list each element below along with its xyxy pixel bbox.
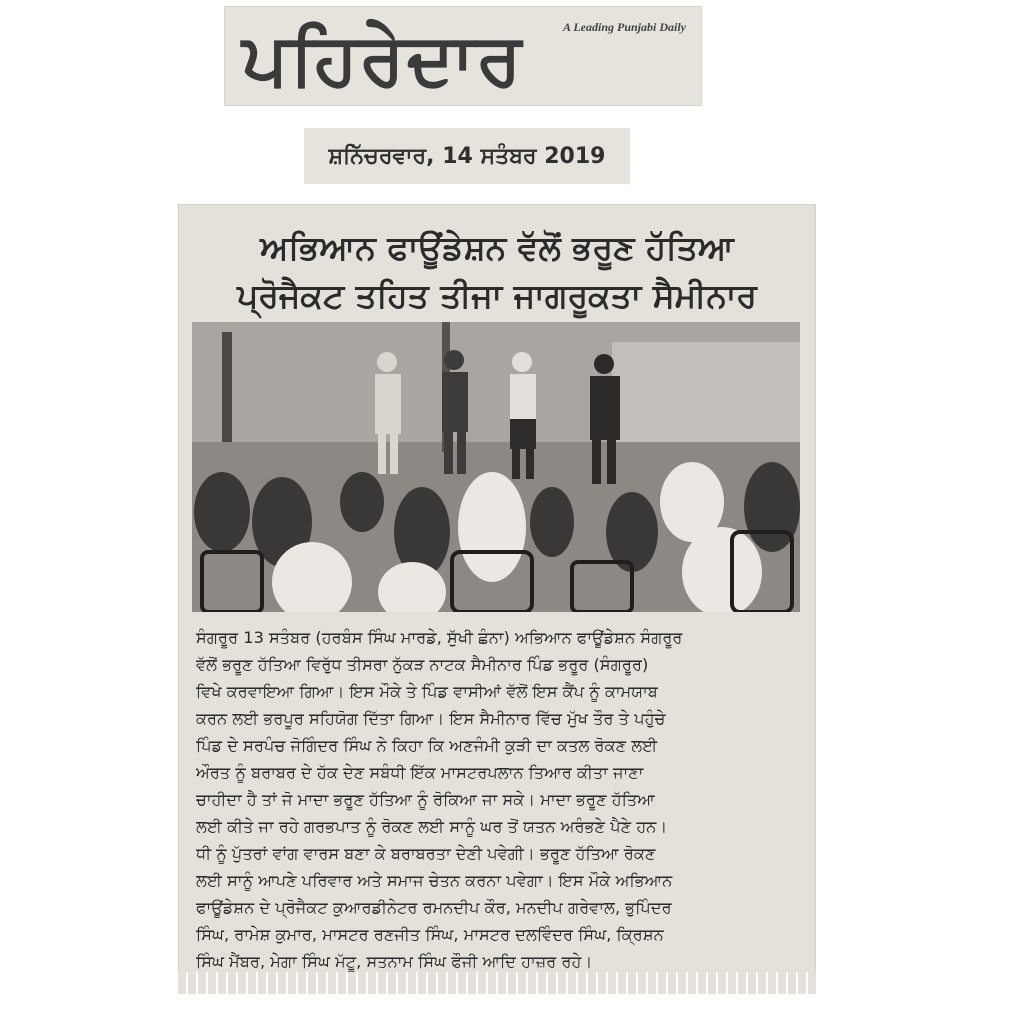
publication-date: ਸ਼ਨਿੱਚਰਵਾਰ, 14 ਸਤੰਬਰ 2019 xyxy=(328,143,606,169)
torn-paper-edge xyxy=(178,972,816,994)
newspaper-tagline: A Leading Punjabi Daily xyxy=(562,20,686,34)
body-line: ਸਿੰਘ ਮੈਂਬਰ, ਮੇਗਾ ਸਿੰਘ ਮੱਟੂ, ਸਤਨਾਮ ਸਿੰਘ ਫੌਜੀ ਆਦਿ ਹਾਜ਼ਰ ਰਹੇ। xyxy=(196,952,593,971)
body-line: ਸੰਗਰੂਰ 13 ਸਤੰਬਰ (ਹਰਬੰਸ ਸਿੰਘ ਮਾਰਡੇ, ਸੁੱਖੀ ਛੰਨਾ) ਅਭਿਆਨ ਫਾਊਂਡੇਸ਼ਨ ਸੰਗਰੂਰ xyxy=(196,628,683,647)
article-clipping xyxy=(178,204,816,994)
body-line: ਚਾਹੀਦਾ ਹੈ ਤਾਂ ਜੋ ਮਾਦਾ ਭਰੂਣ ਹੱਤਿਆ ਨੂੰ ਰੋਕਿਆ ਜਾ ਸਕੇ। ਮਾਦਾ ਭਰੂਣ ਹੱਤਿਆ xyxy=(196,790,655,809)
body-line: ਸਿੰਘ, ਰਾਮੇਸ਼ ਕੁਮਾਰ, ਮਾਸਟਰ ਰਣਜੀਤ ਸਿੰਘ, ਮਾਸਟਰ ਦਲਵਿੰਦਰ ਸਿੰਘ, ਕ੍ਰਿਸ਼ਨ xyxy=(196,925,664,944)
body-line: ਫਾਊਂਡੇਸ਼ਨ ਦੇ ਪ੍ਰੋਜੈਕਟ ਕੁਆਰਡੀਨੇਟਰ ਰਮਨਦੀਪ ਕੌਰ, ਮਨਦੀਪ ਗਰੇਵਾਲ, ਭੁਪਿੰਦਰ xyxy=(196,898,672,917)
body-line: ਔਰਤ ਨੂੰ ਬਰਾਬਰ ਦੇ ਹੱਕ ਦੇਣ ਸਬੰਧੀ ਇੱਕ ਮਾਸਟਰਪਲਾਨ ਤਿਆਰ ਕੀਤਾ ਜਾਣਾ xyxy=(196,763,644,782)
newspaper-masthead xyxy=(224,6,702,106)
seminar-photo-illustration xyxy=(192,322,800,612)
article-headline xyxy=(178,224,816,320)
headline-line-2: ਪ੍ਰੋਜੈਕਟ ਤਹਿਤ ਤੀਜਾ ਜਾਗਰੂਕਤਾ ਸੈਮੀਨਾਰ xyxy=(237,276,757,315)
body-line: ਲਈ ਸਾਨੂੰ ਆਪਣੇ ਪਰਿਵਾਰ ਅਤੇ ਸਮਾਜ ਚੇਤਨ ਕਰਨਾ ਪਵੇਗਾ। ਇਸ ਮੌਕੇ ਅਭਿਆਨ xyxy=(196,871,673,890)
dateline-clipping xyxy=(304,128,630,184)
body-line: ਵਿਖੇ ਕਰਵਾਇਆ ਗਿਆ। ਇਸ ਮੌਕੇ ਤੇ ਪਿੰਡ ਵਾਸੀਆਂ ਵੱਲੋਂ ਇਸ ਕੈਂਪ ਨੂੰ ਕਾਮਯਾਬ xyxy=(196,682,658,701)
newspaper-logo: ਪਹਿਰੇਦਾਰ xyxy=(242,17,524,101)
body-line: ਵੱਲੋਂ ਭਰੂਣ ਹੱਤਿਆ ਵਿਰੁੱਧ ਤੀਸਰਾ ਨੁੱਕੜ ਨਾਟਕ ਸੈਮੀਨਾਰ ਪਿੰਡ ਭਰੂਰ (ਸੰਗਰੂਰ) xyxy=(196,655,649,674)
article-photo xyxy=(192,322,800,612)
body-line: ਪਿੰਡ ਦੇ ਸਰਪੰਚ ਜੋਗਿੰਦਰ ਸਿੰਘ ਨੇ ਕਿਹਾ ਕਿ ਅਣਜੰਮੀ ਕੁੜੀ ਦਾ ਕਤਲ ਰੋਕਣ ਲਈ xyxy=(196,736,658,755)
body-line: ਧੀ ਨੂੰ ਪੁੱਤਰਾਂ ਵਾਂਗ ਵਾਰਸ ਬਣਾ ਕੇ ਬਰਾਬਰਤਾ ਦੇਣੀ ਪਵੇਗੀ। ਭਰੂਣ ਹੱਤਿਆ ਰੋਕਣ xyxy=(196,844,656,863)
body-line: ਲਈ ਕੀਤੇ ਜਾ ਰਹੇ ਗਰਭਪਾਤ ਨੂੰ ਰੋਕਣ ਲਈ ਸਾਨੂੰ ਘਰ ਤੋਂ ਯਤਨ ਅਰੰਭਣੇ ਪੈਣੇ ਹਨ। xyxy=(196,817,668,836)
body-line: ਕਰਨ ਲਈ ਭਰਪੂਰ ਸਹਿਯੋਗ ਦਿੱਤਾ ਗਿਆ। ਇਸ ਸੈਮੀਨਾਰ ਵਿੱਚ ਮੁੱਖ ਤੌਰ ਤੇ ਪਹੁੰਚੇ xyxy=(196,709,666,728)
headline-line-1: ਅਭਿਆਨ ਫਾਊਂਡੇਸ਼ਨ ਵੱਲੋਂ ਭਰੂਣ ਹੱਤਿਆ xyxy=(260,228,734,267)
article-body xyxy=(196,624,800,975)
